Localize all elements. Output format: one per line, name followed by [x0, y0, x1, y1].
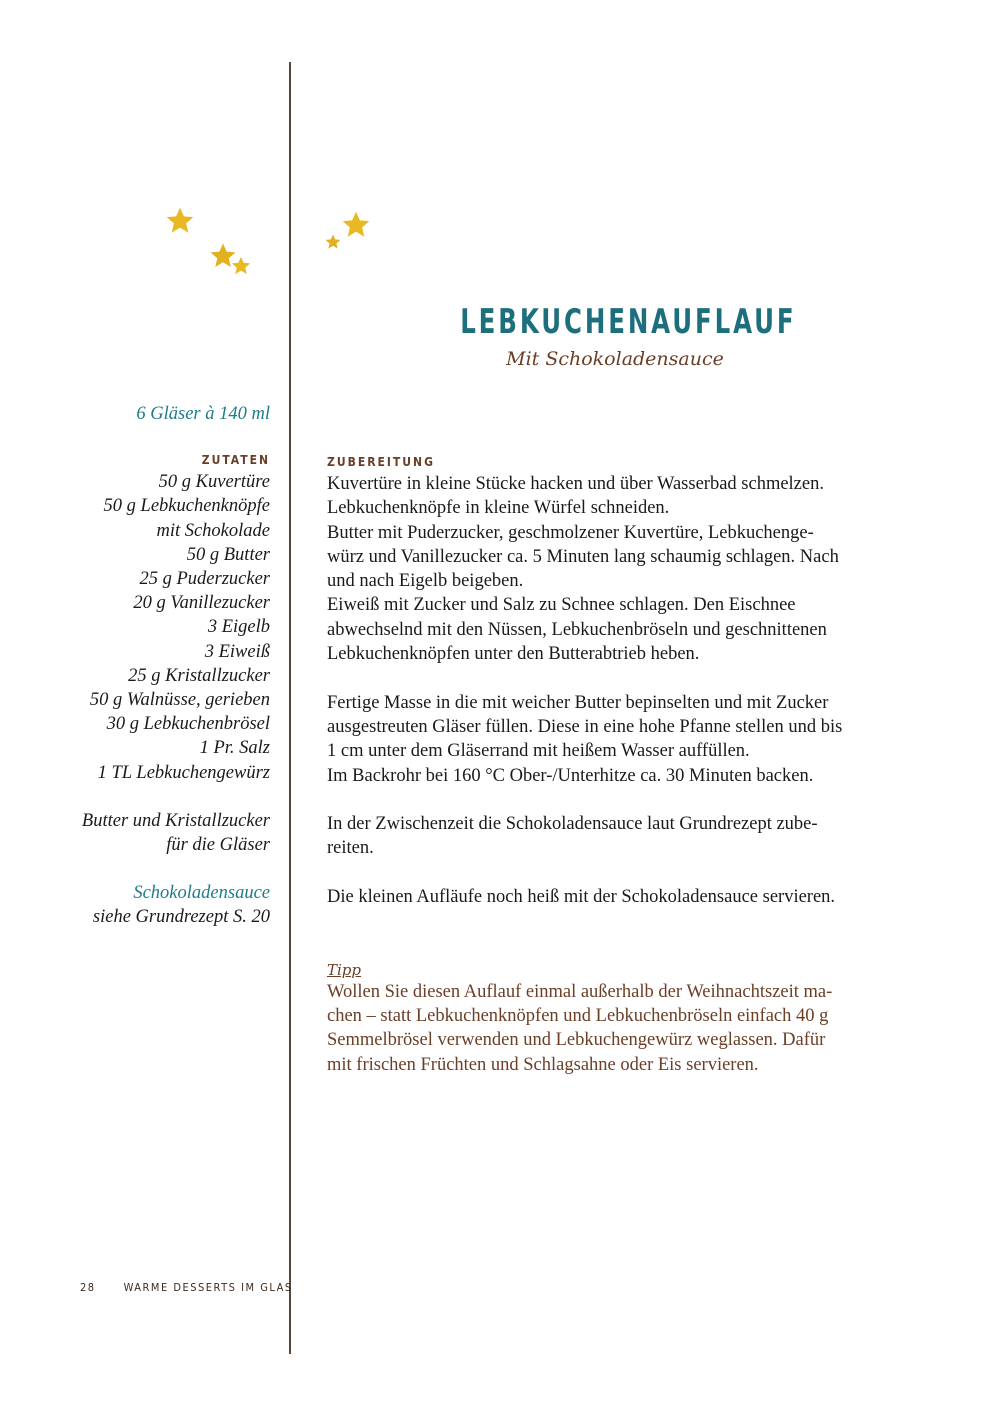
text-line: abwechselnd mit den Nüssen, Lebkuchenbröseln und geschnittenen	[327, 619, 827, 640]
star-decoration	[150, 195, 390, 285]
text-line: Eiweiß mit Zucker und Salz zu Schnee schlagen. Den Eischnee	[327, 595, 796, 616]
text-line: Die kleinen Aufläufe noch heiß mit der Schokoladensauce servieren.	[327, 887, 836, 908]
text-line: Semmelbrösel verwenden und Lebkuchengewürz weglassen. Dafür	[327, 1030, 826, 1051]
text-line: und nach Eigelb beigeben.	[327, 571, 524, 592]
text-line: chen – statt Lebkuchenknöpfen und Lebkuchenbröseln einfach 40 g	[327, 1005, 829, 1026]
text-line: mit frischen Früchten und Schlagsahne oder Eis servieren.	[327, 1054, 759, 1075]
preparation-paragraph	[327, 691, 892, 788]
tip-text	[327, 980, 892, 1077]
ingredients-sidebar	[30, 402, 270, 930]
ingredient-item: 25 g Puderzucker	[139, 569, 270, 590]
recipe-header	[400, 300, 830, 372]
chapter-title: WARME DESSERTS IM GLAS	[123, 1281, 293, 1294]
ingredient-item: 20 g Vanillezucker	[133, 593, 270, 614]
recipe-title: LEBKUCHENAUFLAUF	[460, 302, 797, 342]
ingredient-item: 50 g Walnüsse, gerieben	[89, 690, 270, 711]
text-line: Wollen Sie diesen Auflauf einmal außerhalb der Weihnachtszeit ma-	[327, 981, 833, 1002]
ingredient-item: 50 g Lebkuchenknöpfe	[103, 496, 270, 517]
star-icon	[340, 209, 372, 241]
text-line: Butter mit Puderzucker, geschmolzener Kuvertüre, Lebkuchenge-	[327, 522, 814, 543]
extra-ingredient-line: Butter und Kristallzucker	[81, 810, 270, 831]
page-number: 28	[80, 1281, 96, 1294]
text-line: würz und Vanillezucker ca. 5 Minuten lang schaumig schlagen. Nach	[327, 546, 839, 567]
sauce-label: Schokoladensauce	[133, 883, 270, 904]
ingredient-item: 50 g Butter	[186, 544, 270, 565]
ingredients-heading: ZUTATEN	[201, 453, 270, 468]
star-icon	[230, 255, 252, 277]
preparation-section	[327, 452, 892, 1077]
preparation-paragraph	[327, 472, 892, 666]
text-line: Lebkuchenknöpfe in kleine Würfel schneiden.	[327, 498, 670, 519]
ingredient-item: 3 Eigelb	[207, 617, 270, 638]
star-icon	[164, 205, 196, 237]
preparation-paragraph	[327, 885, 892, 909]
ingredient-list	[30, 470, 270, 785]
ingredient-item: 25 g Kristallzucker	[128, 665, 270, 686]
text-line: Lebkuchenknöpfen unter den Butterabtrieb heben.	[327, 644, 700, 665]
text-line: Im Backrohr bei 160 °C Ober-/Unterhitze ca. 30 Minuten backen.	[327, 765, 814, 786]
star-icon	[324, 233, 342, 251]
text-line: Kuvertüre in kleine Stücke hacken und über Wasserbad schmelzen.	[327, 474, 824, 494]
ingredient-item: 1 TL Lebkuchengewürz	[97, 762, 270, 783]
text-line: ausgestreuten Gläser füllen. Diese in eine hohe Pfanne stellen und bis	[327, 716, 843, 737]
page-footer	[80, 1281, 293, 1294]
ingredient-item: 50 g Kuvertüre	[158, 472, 270, 493]
ingredient-item: 3 Eiweiß	[204, 641, 270, 662]
text-line: 1 cm unter dem Gläserrand mit heißem Wasser auffüllen.	[327, 741, 750, 762]
ingredient-item: mit Schokolade	[156, 520, 270, 541]
preparation-heading: ZUBEREITUNG	[327, 455, 435, 469]
recipe-subtitle: Mit Schokoladensauce	[506, 348, 724, 370]
tip-heading: Tipp	[327, 960, 362, 979]
ingredient-item: 30 g Lebkuchenbrösel	[106, 714, 270, 735]
extra-ingredient-line: für die Gläser	[166, 835, 270, 856]
yield: 6 Gläser à 140 ml	[136, 404, 270, 424]
text-line: Fertige Masse in die mit weicher Butter bepinselten und mit Zucker	[327, 692, 829, 713]
ingredient-item: 1 Pr. Salz	[199, 738, 270, 759]
text-line: In der Zwischenzeit die Schokoladensauce laut Grundrezept zube-	[327, 814, 818, 835]
preparation-paragraph	[327, 812, 892, 861]
sauce-reference: siehe Grundrezept S. 20	[92, 907, 270, 928]
text-line: reiten.	[327, 838, 374, 859]
